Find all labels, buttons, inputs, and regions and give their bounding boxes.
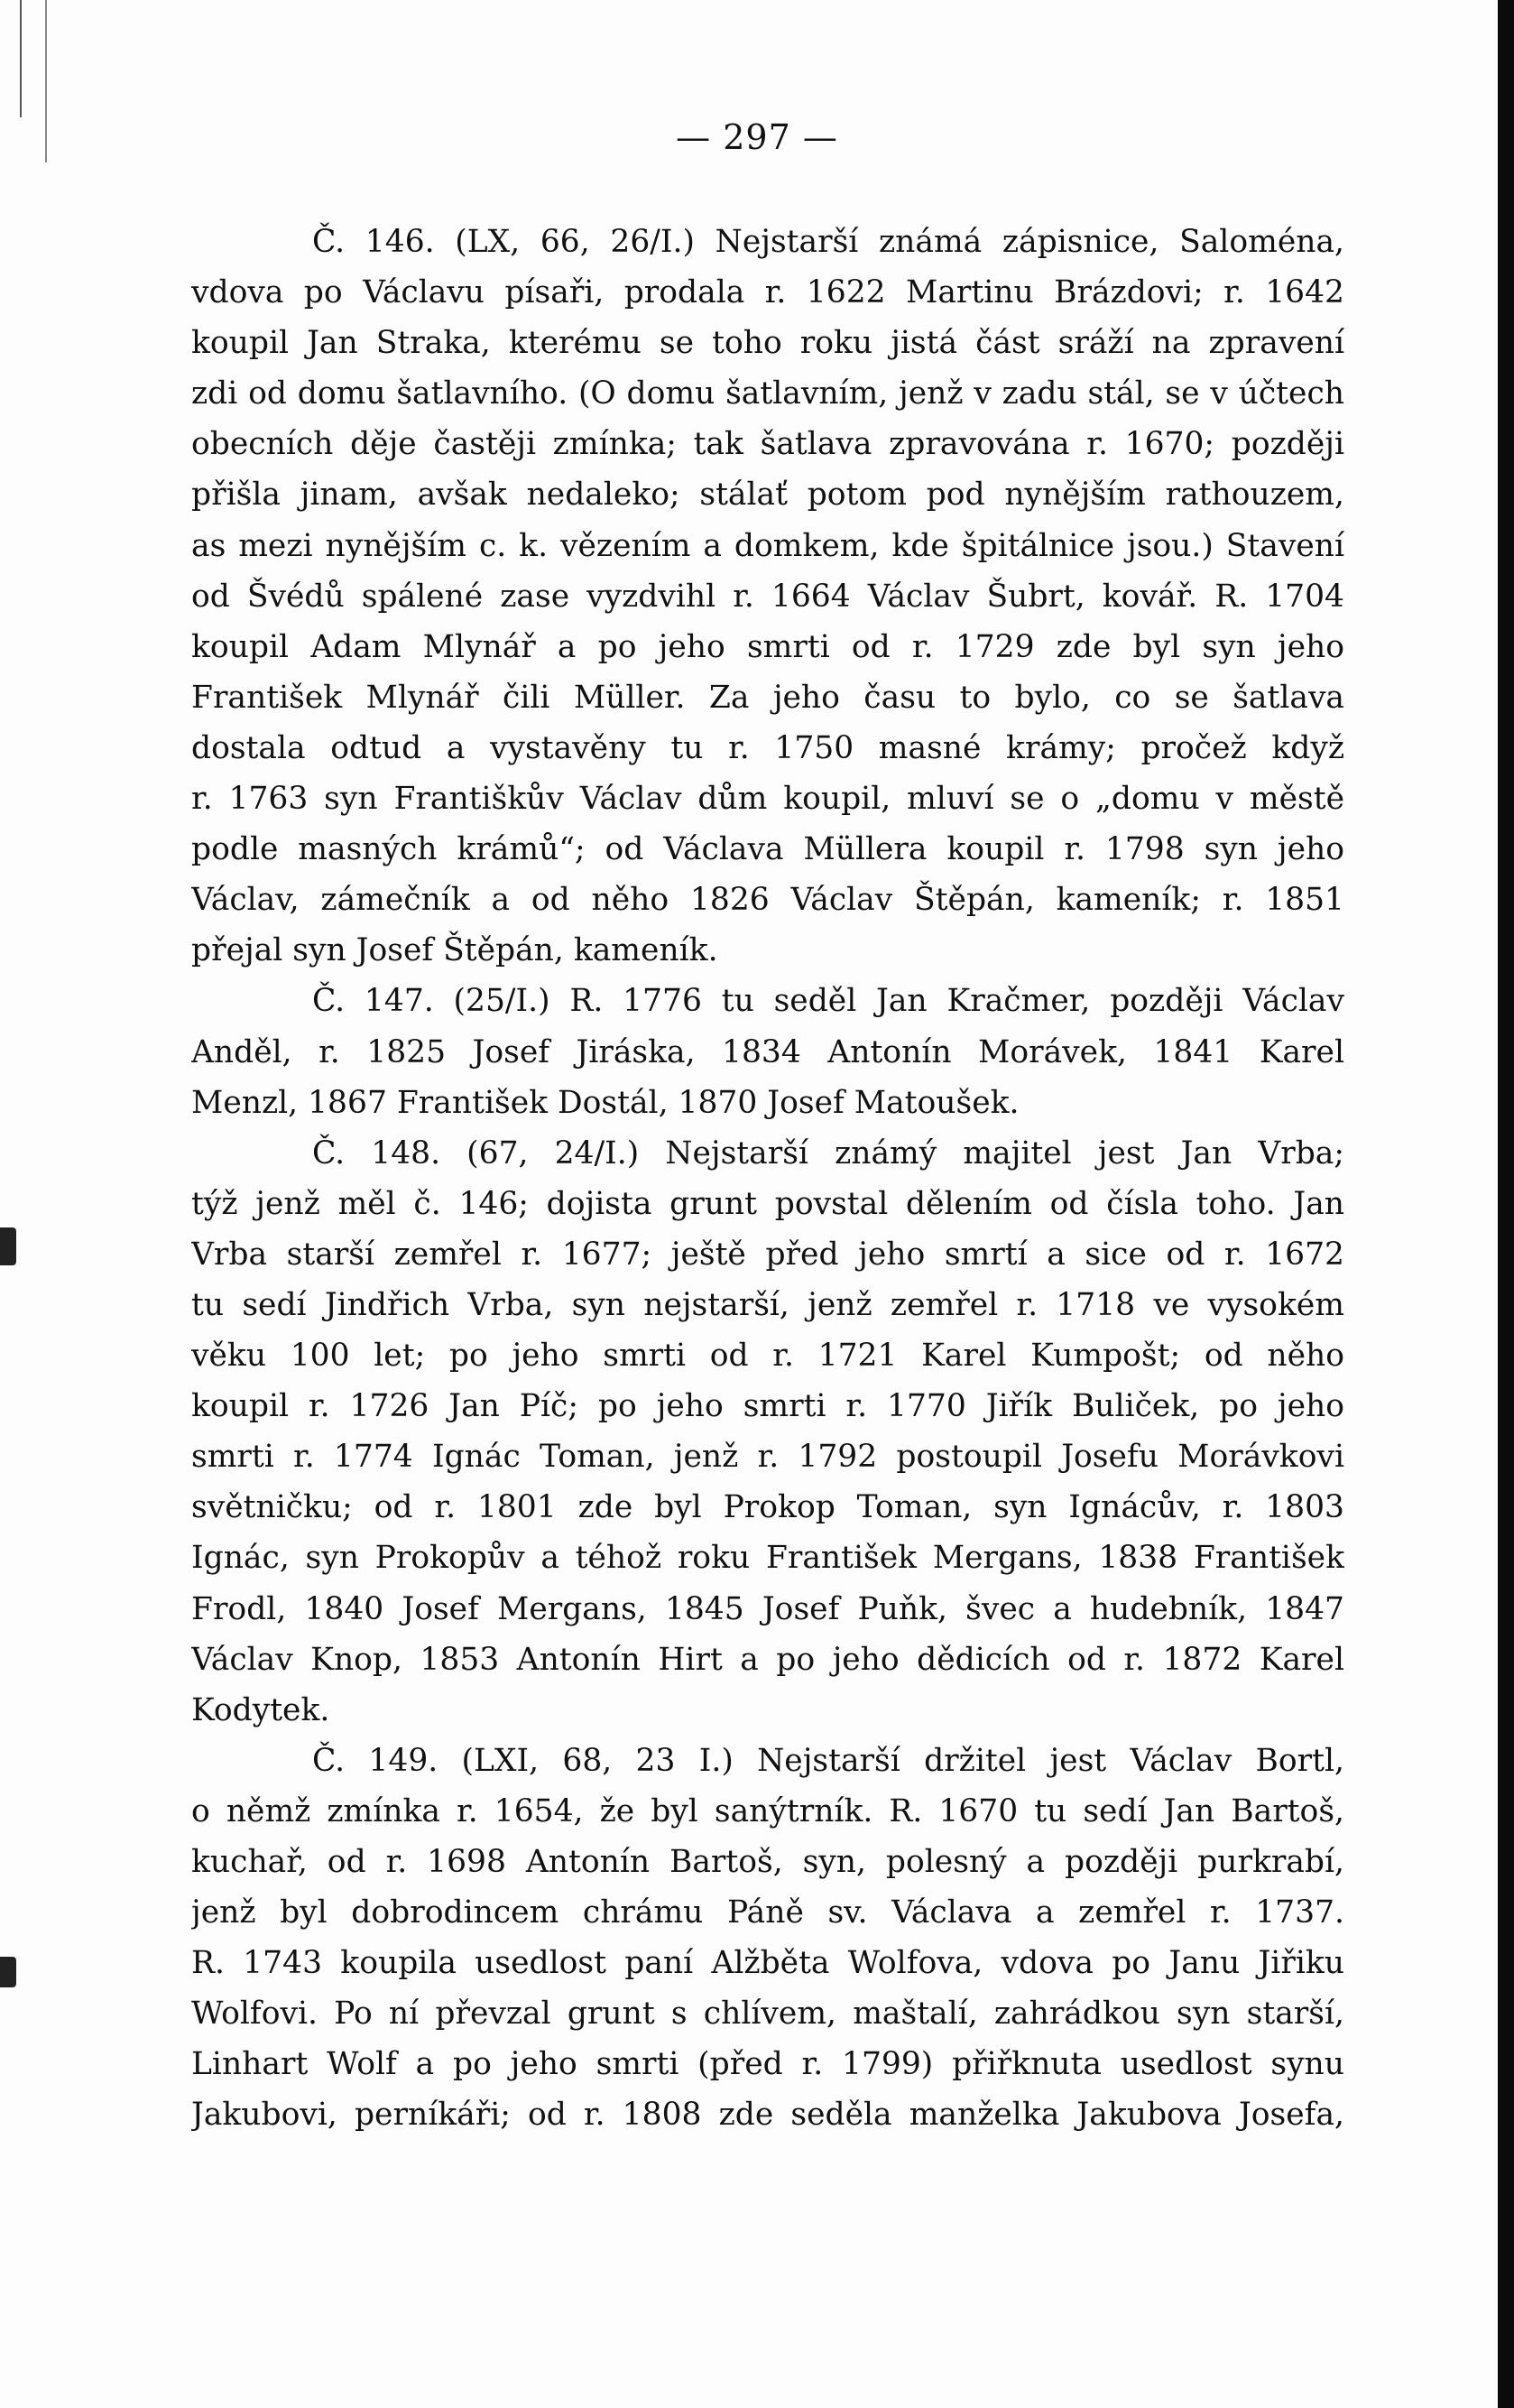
text-line: vdova po Václavu písaři, prodala r. 1622 Martinu Brázdovi; r. 1642 [191,274,1344,311]
text-line: Jakubovi, perníkáři; od r. 1808 zde seděla manželka Jakubova Josefa, [191,2097,1344,2134]
text-line: Anděl, r. 1825 Josef Jiráska, 1834 Antonín Morávek, 1841 Karel [191,1033,1344,1070]
margin-binding-mark [0,1957,16,1987]
text-line: Wolfovi. Po ní převzal grunt s chlívem, maštalí, zahrádkou syn starší, [191,1996,1344,2033]
text-line: světničku; od r. 1801 zde byl Prokop Toman, syn Ignácův, r. 1803 [191,1489,1344,1526]
text-line: kuchař, od r. 1698 Antonín Bartoš, syn, polesný a později purkrabí, [191,1844,1344,1880]
text-line: věku 100 let; po jeho smrti od r. 1721 Karel Kumpošt; od něho [191,1338,1344,1375]
text-line: Kodytek. [191,1691,330,1728]
text-line: jenž byl dobrodincem chrámu Páně sv. Václava a zemřel r. 1737. [191,1894,1344,1931]
text-line: o němž zmínka r. 1654, že byl sanýtrník. R. 1670 tu sedí Jan Bartoš, [191,1792,1344,1829]
text-line: R. 1743 koupila usedlost paní Alžběta Wolfova, vdova po Janu Jiřiku [191,1945,1344,1982]
text-line: obecních děje častěji zmínka; tak šatlava zpravována r. 1670; později [191,426,1344,463]
text-line: Č. 149. (LXI, 68, 23 I.) Nejstarší držitel jest Václav Bortl, [312,1742,1344,1779]
scan-dark-edge [1498,0,1514,2408]
text-line: tu sedí Jindřich Vrba, syn nejstarší, jenž zemřel r. 1718 ve vysokém [191,1286,1344,1323]
scan-edge-line [20,0,22,117]
text-line: Linhart Wolf a po jeho smrti (před r. 1799) přiřknuta usedlost synu [191,2046,1344,2083]
text-line: smrti r. 1774 Ignác Toman, jenž r. 1792 postoupil Josefu Morávkovi [191,1439,1344,1476]
text-line: Ignác, syn Prokopův a téhož roku František Mergans, 1838 František [191,1540,1344,1577]
page-number: — 297 — [676,117,838,157]
text-line: dostala odtud a vystavěny tu r. 1750 masné krámy; pročež když [191,729,1344,766]
text-line: as mezi nynějším c. k. vězením a domkem, kde špitálnice jsou.) Stavení [191,527,1344,564]
text-line: Frodl, 1840 Josef Mergans, 1845 Josef Puňk, švec a hudebník, 1847 [191,1590,1344,1627]
text-line: koupil Jan Straka, kterému se toho roku jistá část sráží na zpravení [191,325,1344,362]
text-line: František Mlynář čili Müller. Za jeho času to bylo, co se šatlava [191,679,1344,716]
text-line: zdi od domu šatlavního. (O domu šatlavním, jenž v zadu stál, se v účtech [191,375,1344,412]
text-line: Václav, zámečník a od něho 1826 Václav Štěpán, kameník; r. 1851 [191,882,1344,919]
text-line: přišla jinam, avšak nedaleko; stálať potom pod nynějším rathouzem, [191,477,1344,514]
text-line: Č. 148. (67, 24/I.) Nejstarší známý majitel jest Jan Vrba; [312,1135,1344,1172]
text-line: od Švédů spálené zase vyzdvihl r. 1664 Václav Šubrt, kovář. R. 1704 [191,578,1344,615]
text-line: podle masných krámů“; od Václava Müllera koupil r. 1798 syn jeho [191,831,1344,868]
body-text [191,217,1344,2141]
text-line: koupil r. 1726 Jan Píč; po jeho smrti r. 1770 Jiřík Buliček, po jeho [191,1388,1344,1425]
text-line: Vrba starší zemřel r. 1677; ještě před jeho smrtí a sice od r. 1672 [191,1236,1344,1273]
text-line: Č. 146. (LX, 66, 26/I.) Nejstarší známá zápisnice, Saloména, [312,224,1344,260]
margin-binding-mark [0,1227,16,1265]
text-line: týž jenž měl č. 146; dojista grunt povstal dělením od čísla toho. Jan [191,1185,1344,1222]
text-line: Václav Knop, 1853 Antonín Hirt a po jeho dědicích od r. 1872 Karel [191,1641,1344,1678]
text-line: Č. 147. (25/I.) R. 1776 tu seděl Jan Kračmer, později Václav [312,983,1344,1020]
text-line: přejal syn Josef Štěpán, kameník. [191,932,718,969]
text-line: koupil Adam Mlynář a po jeho smrti od r. 1729 zde byl syn jeho [191,628,1344,665]
text-line: r. 1763 syn Františkův Václav dům koupil, mluví se o „domu v městě [191,781,1344,818]
text-line: Menzl, 1867 František Dostál, 1870 Josef Matoušek. [191,1084,1020,1121]
